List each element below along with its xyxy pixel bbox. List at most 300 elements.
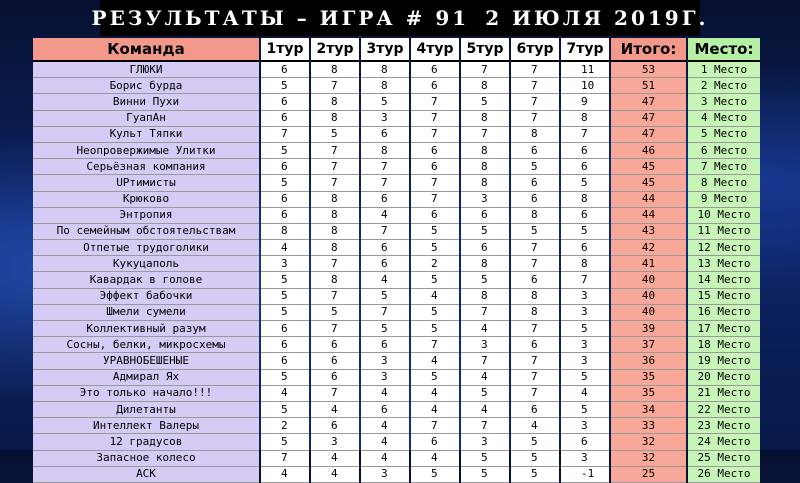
- tour-5-score: 8: [461, 111, 509, 127]
- team-name: ГЛЮКИ: [33, 60, 259, 78]
- place-label: 21 Место: [688, 386, 760, 402]
- table-row: [33, 337, 760, 353]
- tour-2-score: 7: [311, 143, 359, 159]
- tour-4-score: 4: [411, 402, 459, 418]
- tour-3-score: 4: [361, 272, 409, 288]
- tour-7-score: 7: [561, 272, 609, 288]
- total-score: 39: [611, 321, 686, 337]
- table-row: [33, 305, 760, 321]
- tour-3-score: 8: [361, 78, 409, 94]
- tour-2-score: 6: [311, 337, 359, 353]
- total-score: 34: [611, 402, 686, 418]
- tour-4-score: 4: [411, 386, 459, 402]
- tour-4-score: 7: [411, 418, 459, 434]
- tour-7-score: 3: [561, 451, 609, 467]
- tour-4-score: 4: [411, 289, 459, 305]
- tour-3-score: 6: [361, 192, 409, 208]
- tour-5-score: 7: [461, 353, 509, 369]
- tour-4-score: 6: [411, 78, 459, 94]
- place-label: 9 Место: [688, 192, 760, 208]
- total-score: 40: [611, 272, 686, 288]
- tour-1-score: 4: [261, 467, 309, 483]
- tour-6-score: 7: [511, 353, 559, 369]
- tour-6-score: 5: [511, 467, 559, 483]
- tour-5-score: 4: [461, 370, 509, 386]
- tour-3-score: 3: [361, 111, 409, 127]
- table-row: [33, 467, 760, 483]
- tour-2-score: 7: [311, 289, 359, 305]
- total-score: 45: [611, 175, 686, 191]
- tour-3-score: 7: [361, 159, 409, 175]
- tour-1-score: 6: [261, 159, 309, 175]
- team-name: Крюково: [33, 192, 259, 208]
- tour-5-score: 7: [461, 127, 509, 143]
- tour-2-score: 5: [311, 305, 359, 321]
- tour-2-score: 8: [311, 60, 359, 78]
- tour-5-score: 5: [461, 224, 509, 240]
- tour-1-score: 5: [261, 434, 309, 450]
- tour-1-score: 4: [261, 240, 309, 256]
- tour-1-score: 6: [261, 111, 309, 127]
- tour-1-score: 6: [261, 94, 309, 110]
- tour-3-score: 6: [361, 240, 409, 256]
- table-row: [33, 353, 760, 369]
- tour-7-score: 8: [561, 111, 609, 127]
- table-row: [33, 143, 760, 159]
- tour-3-score: 4: [361, 208, 409, 224]
- header-tour-4: 4тур: [411, 38, 459, 60]
- total-score: 47: [611, 94, 686, 110]
- total-score: 51: [611, 78, 686, 94]
- place-label: 15 Место: [688, 289, 760, 305]
- tour-3-score: 6: [361, 127, 409, 143]
- tour-5-score: 8: [461, 78, 509, 94]
- tour-3-score: 6: [361, 337, 409, 353]
- tour-4-score: 6: [411, 60, 459, 78]
- total-score: 40: [611, 289, 686, 305]
- tour-1-score: 6: [261, 337, 309, 353]
- tour-1-score: 5: [261, 305, 309, 321]
- tour-5-score: 3: [461, 434, 509, 450]
- tour-1-score: 6: [261, 321, 309, 337]
- tour-1-score: 6: [261, 208, 309, 224]
- tour-2-score: 4: [311, 402, 359, 418]
- table-row: [33, 451, 760, 467]
- tour-2-score: 5: [311, 127, 359, 143]
- tour-2-score: 7: [311, 159, 359, 175]
- tour-3-score: 5: [361, 321, 409, 337]
- tour-4-score: 4: [411, 353, 459, 369]
- tour-7-score: 3: [561, 289, 609, 305]
- table-row: [33, 370, 760, 386]
- tour-6-score: 4: [511, 418, 559, 434]
- place-label: 3 Место: [688, 94, 760, 110]
- total-score: 25: [611, 467, 686, 483]
- tour-6-score: 7: [511, 78, 559, 94]
- tour-7-score: 8: [561, 256, 609, 272]
- place-label: 23 Место: [688, 418, 760, 434]
- total-score: 41: [611, 256, 686, 272]
- tour-2-score: 8: [311, 272, 359, 288]
- place-label: 14 Место: [688, 272, 760, 288]
- tour-4-score: 5: [411, 224, 459, 240]
- results-table: [31, 38, 762, 483]
- tour-3-score: 5: [361, 94, 409, 110]
- tour-2-score: 7: [311, 256, 359, 272]
- tour-4-score: 5: [411, 272, 459, 288]
- team-name: Кавардак в голове: [33, 272, 259, 288]
- place-label: 26 Место: [688, 467, 760, 483]
- tour-4-score: 6: [411, 143, 459, 159]
- tour-6-score: 7: [511, 256, 559, 272]
- tour-6-score: 6: [511, 272, 559, 288]
- tour-1-score: 8: [261, 224, 309, 240]
- tour-6-score: 5: [511, 434, 559, 450]
- tour-4-score: 7: [411, 175, 459, 191]
- tour-5-score: 5: [461, 94, 509, 110]
- team-name: UPтимисты: [33, 175, 259, 191]
- tour-5-score: 8: [461, 289, 509, 305]
- team-name: АСК: [33, 467, 259, 483]
- tour-1-score: 5: [261, 370, 309, 386]
- tour-4-score: 7: [411, 111, 459, 127]
- tour-7-score: 5: [561, 402, 609, 418]
- tour-5-score: 3: [461, 337, 509, 353]
- tour-4-score: 5: [411, 305, 459, 321]
- tour-2-score: 8: [311, 111, 359, 127]
- tour-2-score: 7: [311, 321, 359, 337]
- tour-1-score: 5: [261, 143, 309, 159]
- tour-1-score: 5: [261, 175, 309, 191]
- total-score: 35: [611, 370, 686, 386]
- tour-4-score: 7: [411, 337, 459, 353]
- total-score: 44: [611, 208, 686, 224]
- place-label: 19 Место: [688, 353, 760, 369]
- tour-1-score: 4: [261, 386, 309, 402]
- tour-2-score: 4: [311, 467, 359, 483]
- tour-5-score: 5: [461, 386, 509, 402]
- tour-5-score: 4: [461, 321, 509, 337]
- table-row: [33, 224, 760, 240]
- place-label: 6 Место: [688, 143, 760, 159]
- title-text: РЕЗУЛЬТАТЫ – ИГРА # 91: [91, 6, 470, 30]
- tour-7-score: 5: [561, 321, 609, 337]
- place-label: 4 Место: [688, 111, 760, 127]
- total-score: 37: [611, 337, 686, 353]
- tour-7-score: 6: [561, 208, 609, 224]
- tour-7-score: 8: [561, 192, 609, 208]
- tour-3-score: 4: [361, 434, 409, 450]
- tour-7-score: 4: [561, 386, 609, 402]
- tour-3-score: 4: [361, 386, 409, 402]
- tour-6-score: 6: [511, 175, 559, 191]
- place-label: 20 Место: [688, 370, 760, 386]
- tour-3-score: 7: [361, 305, 409, 321]
- team-name: Неопровержимые Улитки: [33, 143, 259, 159]
- place-label: 16 Место: [688, 305, 760, 321]
- tour-1-score: 6: [261, 353, 309, 369]
- tour-1-score: 2: [261, 418, 309, 434]
- tour-2-score: 7: [311, 78, 359, 94]
- tour-5-score: 8: [461, 256, 509, 272]
- header-tour-1: 1тур: [261, 38, 309, 60]
- tour-7-score: 7: [561, 127, 609, 143]
- team-name: По семейным обстоятельствам: [33, 224, 259, 240]
- tour-5-score: 5: [461, 451, 509, 467]
- tour-6-score: 6: [511, 192, 559, 208]
- tour-2-score: 6: [311, 353, 359, 369]
- tour-6-score: 7: [511, 321, 559, 337]
- results-body: [33, 60, 760, 483]
- tour-5-score: 3: [461, 192, 509, 208]
- team-name: Серьёзная компания: [33, 159, 259, 175]
- header-place: Место:: [688, 38, 760, 60]
- team-name: Кукуцаполь: [33, 256, 259, 272]
- tour-6-score: 7: [511, 111, 559, 127]
- table-row: [33, 272, 760, 288]
- table-row: [33, 418, 760, 434]
- header-team: Команда: [33, 38, 259, 60]
- tour-4-score: 5: [411, 240, 459, 256]
- tour-5-score: 6: [461, 240, 509, 256]
- tour-7-score: 3: [561, 353, 609, 369]
- header-tour-6: 6тур: [511, 38, 559, 60]
- tour-2-score: 4: [311, 451, 359, 467]
- tour-5-score: 5: [461, 467, 509, 483]
- table-row: [33, 159, 760, 175]
- tour-1-score: 3: [261, 256, 309, 272]
- tour-3-score: 5: [361, 289, 409, 305]
- total-score: 42: [611, 240, 686, 256]
- tour-2-score: 7: [311, 386, 359, 402]
- tour-7-score: 9: [561, 94, 609, 110]
- place-label: 13 Место: [688, 256, 760, 272]
- tour-1-score: 5: [261, 78, 309, 94]
- tour-5-score: 4: [461, 402, 509, 418]
- tour-4-score: 7: [411, 192, 459, 208]
- tour-6-score: 5: [511, 159, 559, 175]
- tour-3-score: 3: [361, 353, 409, 369]
- tour-5-score: 8: [461, 159, 509, 175]
- tour-1-score: 6: [261, 192, 309, 208]
- header-tour-5: 5тур: [461, 38, 509, 60]
- tour-7-score: 6: [561, 143, 609, 159]
- place-label: 22 Место: [688, 402, 760, 418]
- table-row: [33, 127, 760, 143]
- total-score: 33: [611, 418, 686, 434]
- place-label: 18 Место: [688, 337, 760, 353]
- total-score: 32: [611, 434, 686, 450]
- tour-4-score: 4: [411, 451, 459, 467]
- team-name: ГуапАн: [33, 111, 259, 127]
- tour-5-score: 5: [461, 272, 509, 288]
- team-name: Энтропия: [33, 208, 259, 224]
- tour-1-score: 7: [261, 127, 309, 143]
- table-row: [33, 78, 760, 94]
- tour-7-score: -1: [561, 467, 609, 483]
- place-label: 8 Место: [688, 175, 760, 191]
- tour-5-score: 7: [461, 60, 509, 78]
- total-score: 47: [611, 127, 686, 143]
- total-score: 40: [611, 305, 686, 321]
- table-row: [33, 60, 760, 78]
- total-score: 43: [611, 224, 686, 240]
- team-name: Шмели сумели: [33, 305, 259, 321]
- tour-3-score: 8: [361, 60, 409, 78]
- table-row: [33, 434, 760, 450]
- tour-2-score: 8: [311, 224, 359, 240]
- team-name: Винни Пухи: [33, 94, 259, 110]
- team-name: Культ Тяпки: [33, 127, 259, 143]
- tour-7-score: 5: [561, 370, 609, 386]
- table-row: [33, 321, 760, 337]
- tour-6-score: 8: [511, 289, 559, 305]
- tour-3-score: 4: [361, 451, 409, 467]
- tour-3-score: 6: [361, 402, 409, 418]
- tour-3-score: 4: [361, 418, 409, 434]
- tour-2-score: 8: [311, 240, 359, 256]
- tour-4-score: 2: [411, 256, 459, 272]
- tour-4-score: 7: [411, 94, 459, 110]
- tour-1-score: 5: [261, 402, 309, 418]
- table-row: [33, 175, 760, 191]
- tour-2-score: 8: [311, 192, 359, 208]
- tour-7-score: 10: [561, 78, 609, 94]
- tour-7-score: 6: [561, 240, 609, 256]
- results-title: [91, 0, 709, 36]
- tour-2-score: 8: [311, 94, 359, 110]
- tour-1-score: 5: [261, 272, 309, 288]
- place-label: 1 Место: [688, 60, 760, 78]
- tour-3-score: 7: [361, 224, 409, 240]
- tour-7-score: 6: [561, 434, 609, 450]
- place-label: 25 Место: [688, 451, 760, 467]
- place-label: 10 Место: [688, 208, 760, 224]
- team-name: Эффект бабочки: [33, 289, 259, 305]
- tour-7-score: 6: [561, 159, 609, 175]
- tour-4-score: 5: [411, 467, 459, 483]
- total-score: 46: [611, 143, 686, 159]
- team-name: Дилетанты: [33, 402, 259, 418]
- tour-3-score: 3: [361, 370, 409, 386]
- table-row: [33, 256, 760, 272]
- tour-7-score: 3: [561, 337, 609, 353]
- tour-1-score: 5: [261, 289, 309, 305]
- team-name: Запасное колесо: [33, 451, 259, 467]
- tour-1-score: 7: [261, 451, 309, 467]
- tour-7-score: 3: [561, 305, 609, 321]
- place-label: 5 Место: [688, 127, 760, 143]
- tour-5-score: 7: [461, 418, 509, 434]
- tour-6-score: 6: [511, 402, 559, 418]
- tour-7-score: 3: [561, 418, 609, 434]
- team-name: УРАВНОБЕШЕНЫЕ: [33, 353, 259, 369]
- tour-4-score: 6: [411, 159, 459, 175]
- tour-6-score: 7: [511, 240, 559, 256]
- tour-7-score: 5: [561, 224, 609, 240]
- tour-6-score: 5: [511, 451, 559, 467]
- tour-6-score: 8: [511, 127, 559, 143]
- tour-2-score: 7: [311, 175, 359, 191]
- table-row: [33, 386, 760, 402]
- tour-2-score: 6: [311, 418, 359, 434]
- team-name: Отпетые трудоголики: [33, 240, 259, 256]
- tour-4-score: 6: [411, 434, 459, 450]
- place-label: 7 Место: [688, 159, 760, 175]
- tour-4-score: 5: [411, 321, 459, 337]
- tour-4-score: 7: [411, 127, 459, 143]
- title-date: 2 ИЮЛЯ 2019Г.: [485, 6, 709, 30]
- table-row: [33, 192, 760, 208]
- table-row: [33, 94, 760, 110]
- place-label: 11 Место: [688, 224, 760, 240]
- tour-6-score: 7: [511, 94, 559, 110]
- tour-6-score: 7: [511, 386, 559, 402]
- tour-2-score: 8: [311, 208, 359, 224]
- total-score: 36: [611, 353, 686, 369]
- tour-5-score: 6: [461, 208, 509, 224]
- header-tour-3: 3тур: [361, 38, 409, 60]
- tour-5-score: 8: [461, 175, 509, 191]
- header-row: [33, 38, 760, 60]
- header-tour-7: 7тур: [561, 38, 609, 60]
- total-score: 32: [611, 451, 686, 467]
- team-name: 12 градусов: [33, 434, 259, 450]
- header-tour-2: 2тур: [311, 38, 359, 60]
- tour-4-score: 6: [411, 208, 459, 224]
- tour-2-score: 3: [311, 434, 359, 450]
- team-name: Адмирал Ях: [33, 370, 259, 386]
- tour-5-score: 7: [461, 305, 509, 321]
- team-name: Интеллект Валеры: [33, 418, 259, 434]
- tour-6-score: 5: [511, 224, 559, 240]
- tour-4-score: 5: [411, 370, 459, 386]
- total-score: 47: [611, 111, 686, 127]
- tour-3-score: 6: [361, 256, 409, 272]
- tour-2-score: 6: [311, 370, 359, 386]
- table-row: [33, 111, 760, 127]
- team-name: Борис бурда: [33, 78, 259, 94]
- tour-6-score: 6: [511, 143, 559, 159]
- header-total: Итого:: [611, 38, 686, 60]
- tour-6-score: 8: [511, 305, 559, 321]
- place-label: 17 Место: [688, 321, 760, 337]
- table-row: [33, 240, 760, 256]
- tour-6-score: 8: [511, 208, 559, 224]
- total-score: 53: [611, 60, 686, 78]
- tour-5-score: 8: [461, 143, 509, 159]
- team-name: Коллективный разум: [33, 321, 259, 337]
- place-label: 2 Место: [688, 78, 760, 94]
- team-name: Сосны, белки, микросхемы: [33, 337, 259, 353]
- place-label: 12 Место: [688, 240, 760, 256]
- total-score: 35: [611, 386, 686, 402]
- tour-3-score: 8: [361, 143, 409, 159]
- tour-3-score: 7: [361, 175, 409, 191]
- tour-1-score: 6: [261, 60, 309, 78]
- tour-7-score: 5: [561, 175, 609, 191]
- tour-6-score: 7: [511, 370, 559, 386]
- table-row: [33, 402, 760, 418]
- place-label: 24 Место: [688, 434, 760, 450]
- tour-3-score: 3: [361, 467, 409, 483]
- tour-6-score: 6: [511, 337, 559, 353]
- tour-7-score: 11: [561, 60, 609, 78]
- total-score: 44: [611, 192, 686, 208]
- team-name: Это только начало!!!: [33, 386, 259, 402]
- table-row: [33, 289, 760, 305]
- table-row: [33, 208, 760, 224]
